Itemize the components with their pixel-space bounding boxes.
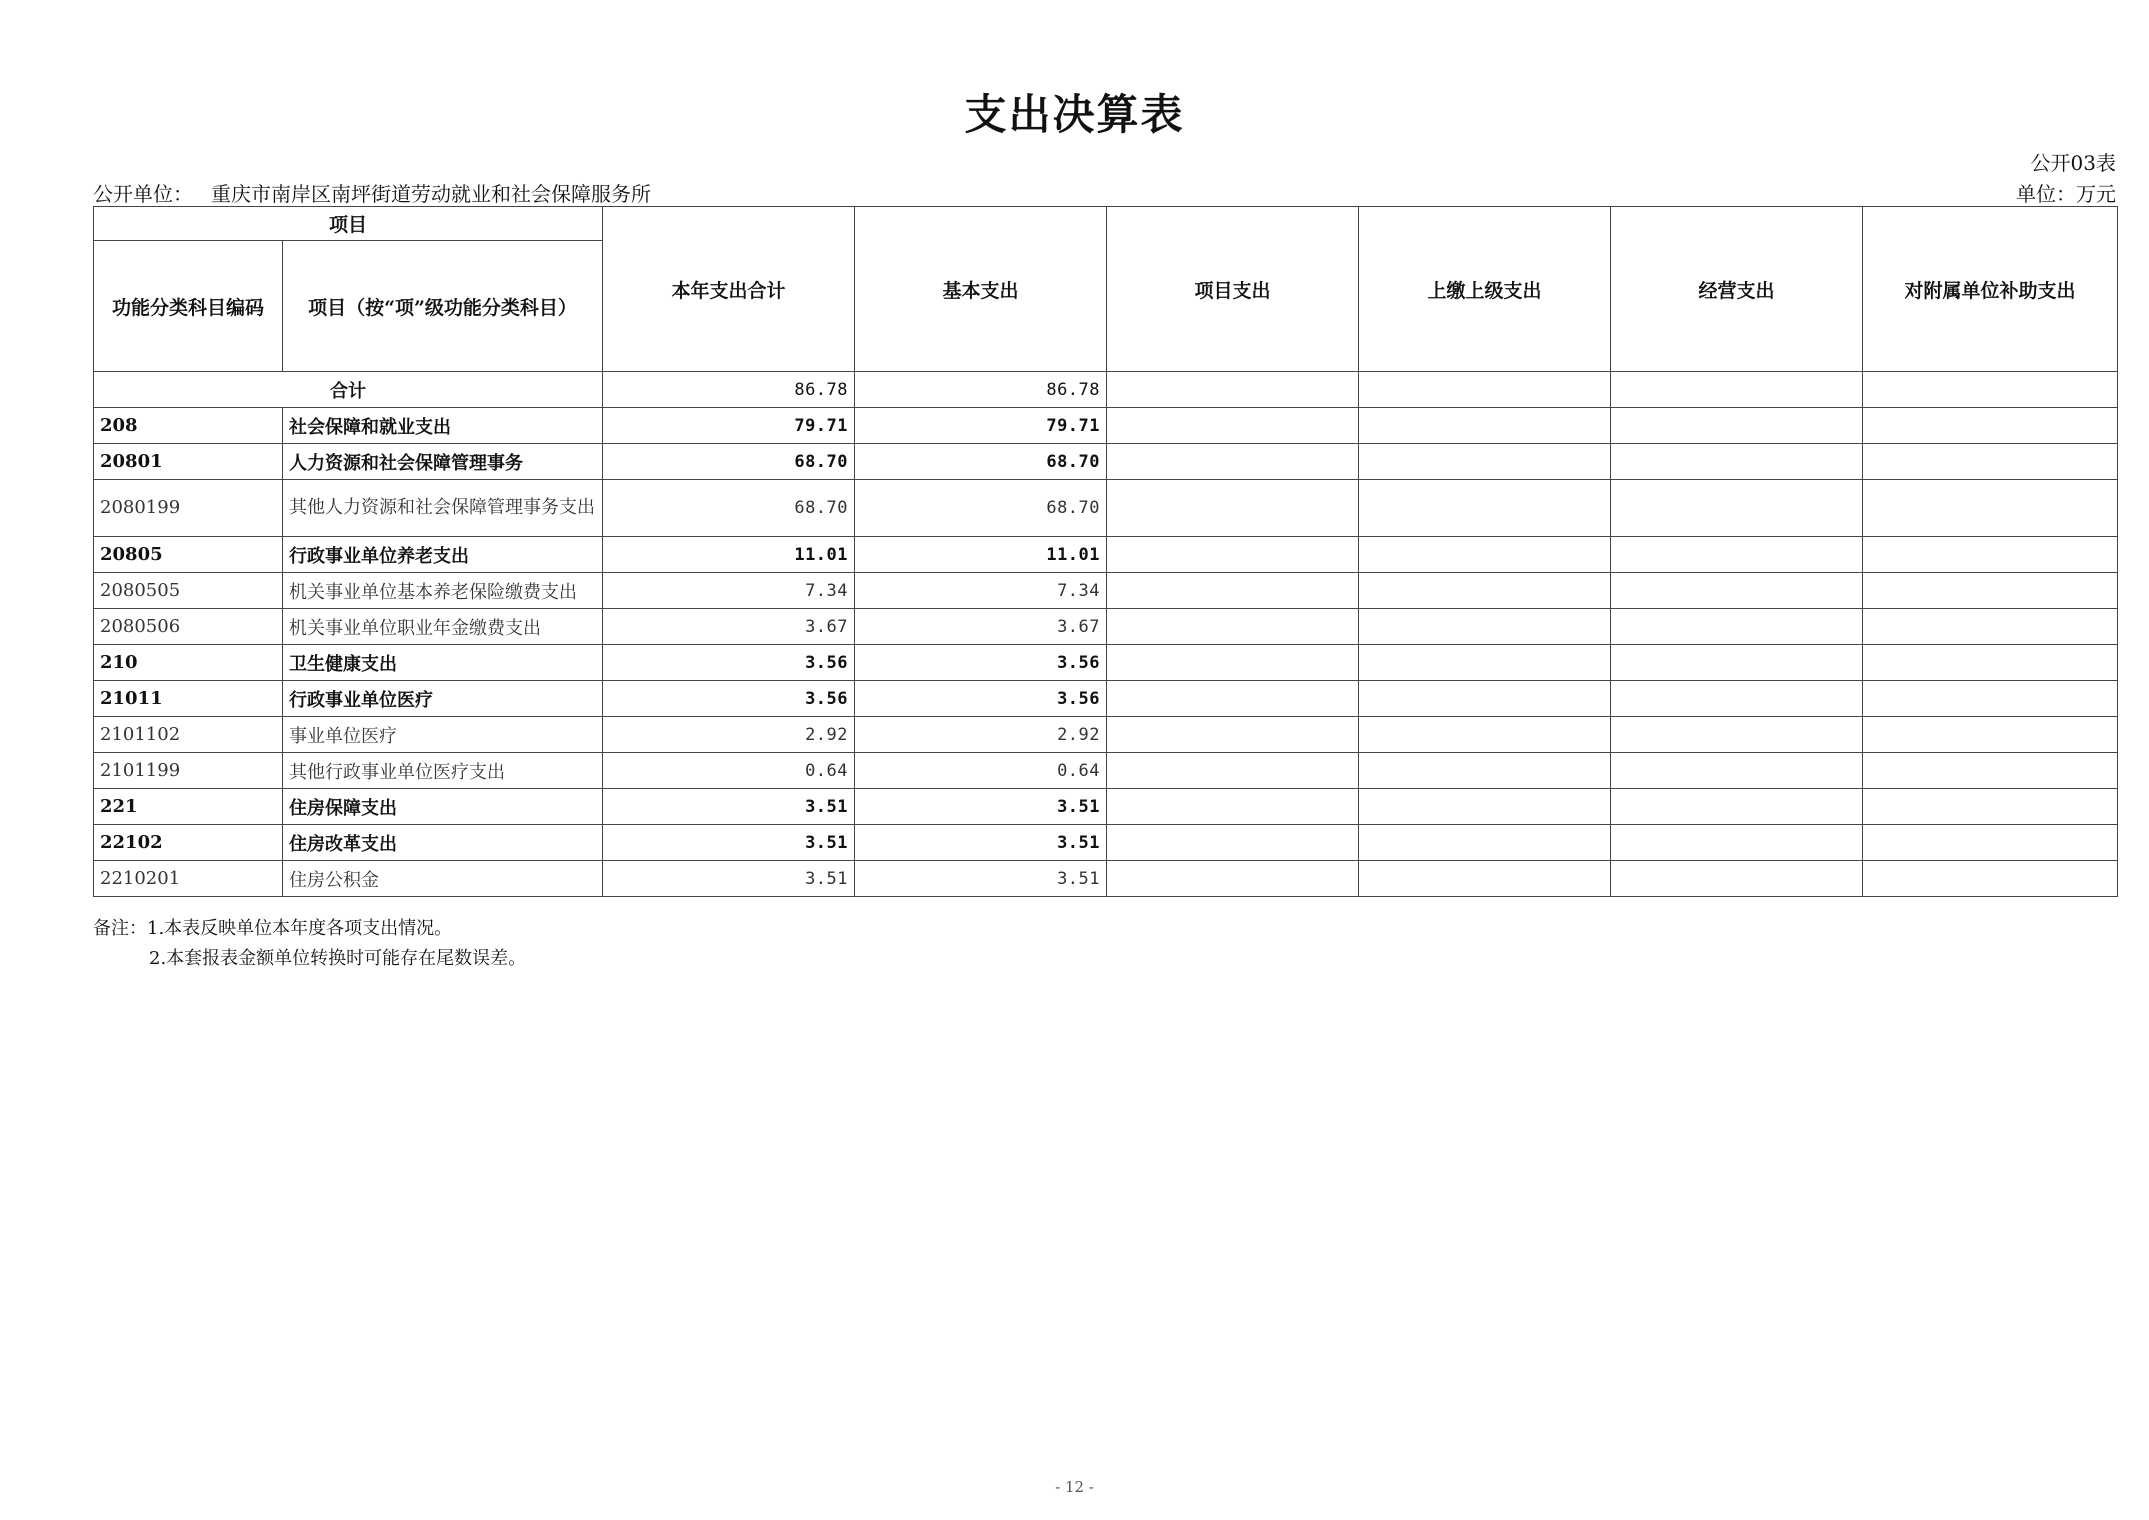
empty-cell — [1107, 480, 1359, 537]
table-row — [94, 789, 2118, 825]
empty-cell — [1359, 573, 1611, 609]
table-row — [94, 825, 2118, 861]
table-row — [94, 861, 2118, 897]
total-label: 合计 — [94, 372, 603, 408]
total-basic: 86.78 — [855, 372, 1107, 408]
table-row — [94, 573, 2118, 609]
row-basic: 3.51 — [855, 861, 1107, 897]
empty-cell — [1611, 645, 1863, 681]
header-name: 项目（按“项”级功能分类科目） — [283, 241, 603, 372]
row-name: 住房改革支出 — [283, 825, 603, 861]
row-total: 3.51 — [603, 789, 855, 825]
row-basic: 3.51 — [855, 825, 1107, 861]
row-name: 住房保障支出 — [283, 789, 603, 825]
empty-cell — [1611, 480, 1863, 537]
row-basic: 3.51 — [855, 789, 1107, 825]
row-total: 7.34 — [603, 573, 855, 609]
row-name: 事业单位医疗 — [283, 717, 603, 753]
empty-cell — [1359, 753, 1611, 789]
empty-cell — [1107, 537, 1359, 573]
row-code: 208 — [94, 408, 283, 444]
empty-cell — [1359, 609, 1611, 645]
row-name: 卫生健康支出 — [283, 645, 603, 681]
empty-cell — [1611, 789, 1863, 825]
row-total: 11.01 — [603, 537, 855, 573]
row-total: 68.70 — [603, 480, 855, 537]
empty-cell — [1359, 789, 1611, 825]
empty-cell — [1863, 408, 2118, 444]
header-project-expense: 项目支出 — [1107, 207, 1359, 372]
total-total: 86.78 — [603, 372, 855, 408]
empty-cell — [1863, 789, 2118, 825]
table-row — [94, 681, 2118, 717]
empty-cell — [1863, 825, 2118, 861]
row-name: 机关事业单位职业年金缴费支出 — [283, 609, 603, 645]
empty-cell — [1611, 408, 1863, 444]
empty-cell — [1107, 789, 1359, 825]
header-business: 经营支出 — [1611, 207, 1863, 372]
row-name: 机关事业单位基本养老保险缴费支出 — [283, 573, 603, 609]
header-total: 本年支出合计 — [603, 207, 855, 372]
empty-cell — [1611, 537, 1863, 573]
empty-cell — [1611, 573, 1863, 609]
empty-cell — [1863, 681, 2118, 717]
empty-cell — [1107, 408, 1359, 444]
row-basic: 3.56 — [855, 681, 1107, 717]
row-total: 3.67 — [603, 609, 855, 645]
row-basic: 3.67 — [855, 609, 1107, 645]
unit-name: 重庆市南岸区南坪街道劳动就业和社会保障服务所 — [211, 182, 651, 206]
row-total: 0.64 — [603, 753, 855, 789]
empty-cell — [1359, 444, 1611, 480]
empty-cell — [1359, 825, 1611, 861]
row-code: 22102 — [94, 825, 283, 861]
row-basic: 7.34 — [855, 573, 1107, 609]
row-total: 3.56 — [603, 681, 855, 717]
expenditure-table — [93, 206, 2118, 897]
empty-cell — [1359, 408, 1611, 444]
row-code: 2101199 — [94, 753, 283, 789]
table-row — [94, 537, 2118, 573]
table-code: 公开03表 — [2030, 151, 2116, 175]
empty-cell — [1107, 681, 1359, 717]
row-code: 2080506 — [94, 609, 283, 645]
empty-cell — [1359, 861, 1611, 897]
row-basic: 2.92 — [855, 717, 1107, 753]
row-total: 3.51 — [603, 825, 855, 861]
empty-cell — [1107, 861, 1359, 897]
unit-line — [93, 178, 2116, 207]
empty-cell — [1107, 753, 1359, 789]
header-project: 项目 — [94, 207, 603, 241]
empty-cell — [1863, 861, 2118, 897]
row-name: 其他行政事业单位医疗支出 — [283, 753, 603, 789]
row-name: 行政事业单位医疗 — [283, 681, 603, 717]
empty-cell — [1863, 645, 2118, 681]
empty-cell — [1863, 717, 2118, 753]
header-basic: 基本支出 — [855, 207, 1107, 372]
row-total: 2.92 — [603, 717, 855, 753]
row-total: 79.71 — [603, 408, 855, 444]
total-row — [94, 372, 2118, 408]
unit-label: 公开单位： — [93, 182, 193, 206]
row-code: 20801 — [94, 444, 283, 480]
table-row — [94, 645, 2118, 681]
page-title: 支出决算表 — [964, 90, 1185, 139]
empty-cell — [1359, 717, 1611, 753]
table-row — [94, 480, 2118, 537]
empty-cell — [1359, 480, 1611, 537]
empty-cell — [1611, 825, 1863, 861]
empty-cell — [1863, 372, 2118, 408]
row-code: 210 — [94, 645, 283, 681]
empty-cell — [1359, 372, 1611, 408]
row-total: 3.51 — [603, 861, 855, 897]
empty-cell — [1359, 537, 1611, 573]
currency-unit: 单位：万元 — [2016, 182, 2116, 206]
row-total: 3.56 — [603, 645, 855, 681]
page-number: - 12 - — [1055, 1478, 1094, 1496]
row-total: 68.70 — [603, 444, 855, 480]
row-code: 2080505 — [94, 573, 283, 609]
row-code: 2080199 — [94, 480, 283, 537]
row-name: 其他人力资源和社会保障管理事务支出 — [283, 480, 603, 537]
empty-cell — [1359, 645, 1611, 681]
row-name: 行政事业单位养老支出 — [283, 537, 603, 573]
empty-cell — [1863, 480, 2118, 537]
empty-cell — [1107, 645, 1359, 681]
empty-cell — [1611, 681, 1863, 717]
row-code: 2210201 — [94, 861, 283, 897]
table-row — [94, 717, 2118, 753]
empty-cell — [1863, 444, 2118, 480]
row-name: 住房公积金 — [283, 861, 603, 897]
empty-cell — [1107, 372, 1359, 408]
empty-cell — [1611, 609, 1863, 645]
note-2: 2.本套报表金额单位转换时可能存在尾数误差。 — [149, 948, 527, 969]
row-basic: 0.64 — [855, 753, 1107, 789]
header-subsidy: 对附属单位补助支出 — [1863, 207, 2118, 372]
empty-cell — [1107, 573, 1359, 609]
empty-cell — [1863, 537, 2118, 573]
row-code: 21011 — [94, 681, 283, 717]
row-code: 221 — [94, 789, 283, 825]
row-basic: 79.71 — [855, 408, 1107, 444]
empty-cell — [1107, 717, 1359, 753]
empty-cell — [1611, 717, 1863, 753]
empty-cell — [1359, 681, 1611, 717]
row-name: 人力资源和社会保障管理事务 — [283, 444, 603, 480]
unit-info — [93, 178, 669, 207]
empty-cell — [1107, 444, 1359, 480]
empty-cell — [1863, 609, 2118, 645]
header-code: 功能分类科目编码 — [94, 241, 283, 372]
empty-cell — [1611, 753, 1863, 789]
empty-cell — [1107, 825, 1359, 861]
row-basic: 3.56 — [855, 645, 1107, 681]
empty-cell — [1611, 444, 1863, 480]
table-header — [94, 207, 2118, 372]
table-row — [94, 444, 2118, 480]
empty-cell — [1611, 861, 1863, 897]
row-name: 社会保障和就业支出 — [283, 408, 603, 444]
empty-cell — [1611, 372, 1863, 408]
table-row — [94, 609, 2118, 645]
row-basic: 68.70 — [855, 480, 1107, 537]
row-basic: 68.70 — [855, 444, 1107, 480]
row-code: 2101102 — [94, 717, 283, 753]
notes — [93, 914, 526, 974]
table-body — [94, 372, 2118, 897]
table-row — [94, 753, 2118, 789]
row-basic: 11.01 — [855, 537, 1107, 573]
empty-cell — [1863, 573, 2118, 609]
note-1: 备注：1.本表反映单位本年度各项支出情况。 — [93, 918, 453, 939]
empty-cell — [1107, 609, 1359, 645]
header-upper-payment: 上缴上级支出 — [1359, 207, 1611, 372]
empty-cell — [1863, 753, 2118, 789]
row-code: 20805 — [94, 537, 283, 573]
table-row — [94, 408, 2118, 444]
